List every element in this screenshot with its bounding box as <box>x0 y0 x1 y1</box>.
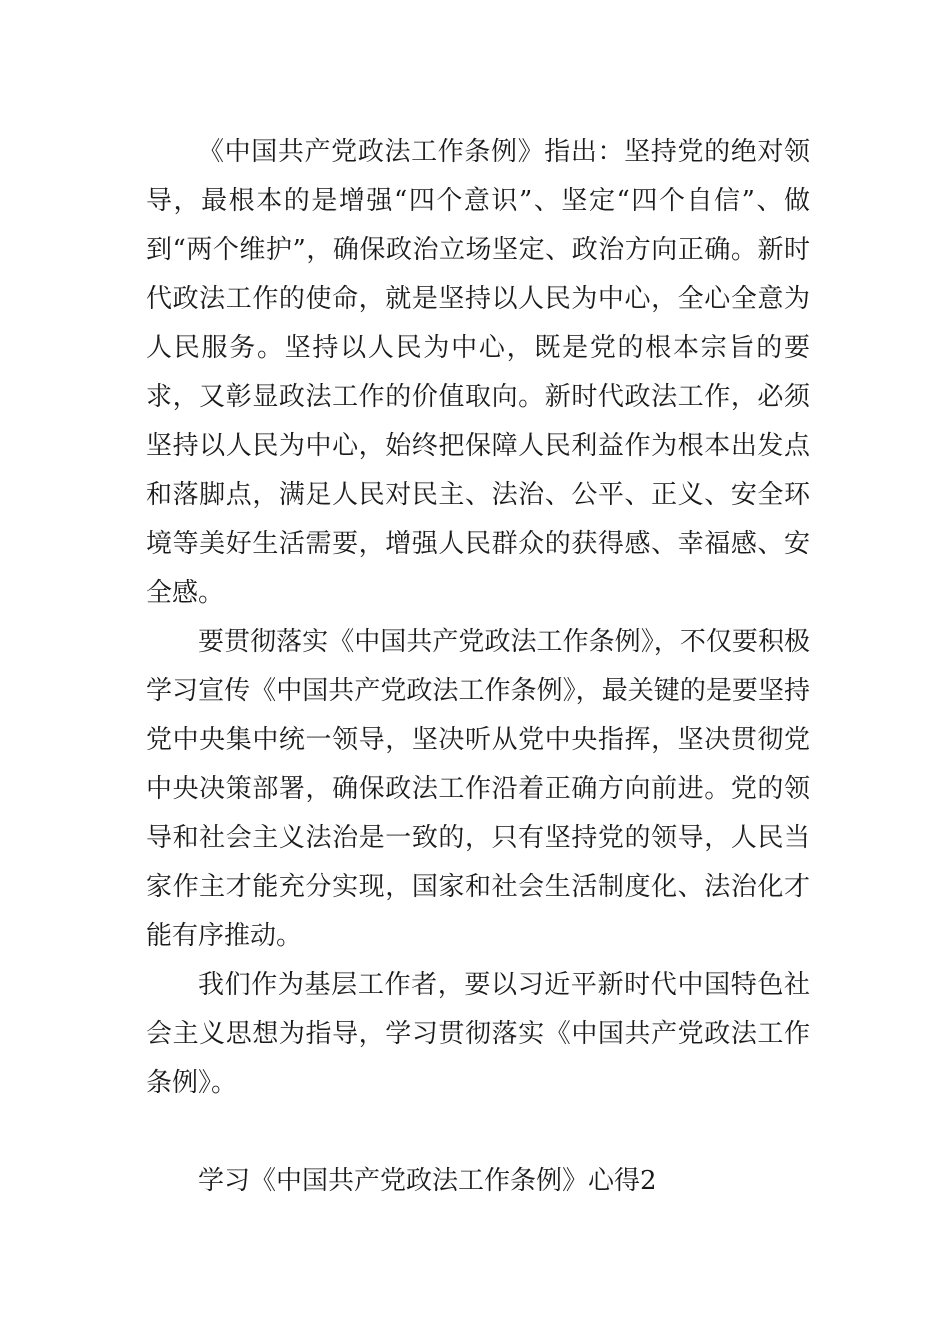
paragraph-1: 《中国共产党政法工作条例》指出：坚持党的绝对领导，最根本的是增强“四个意识”、坚定“四个自信”、做到“两个维护”，确保政治立场坚定、政治方向正确。新时代政法工作的使命，就是坚持以人民为中心，全心全意为人民服务。坚持以人民为中心，既是党的根本宗旨的要求，又彰显政法工作的价值取向。新时代政法工作，必须坚持以人民为中心，始终把保障人民利益作为根本出发点和落脚点，满足人民对民主、法治、公平、正义、安全环境等美好生活需要，增强人民群众的获得感、幸福感、安全感。 <box>146 137 810 608</box>
paragraph-2: 要贯彻落实《中国共产党政法工作条例》，不仅要积极学习宣传《中国共产党政法工作条例》，最关键的是要坚持党中央集中统一领导，坚决听从党中央指挥，坚决贯彻党中央决策部署，确保政法工作沿着正确方向前进。党的领导和社会主义法治是一致的，只有坚持党的领导，人民当家作主才能充分实现，国家和社会生活制度化、法治化才能有序推动。 <box>146 627 810 951</box>
blank-line <box>146 1108 810 1157</box>
paragraph-3: 我们作为基层工作者，要以习近平新时代中国特色社会主义思想为指导，学习贯彻落实《中国共产党政法工作条例》。 <box>146 970 810 1098</box>
section-title: 学习《中国共产党政法工作条例》心得2 <box>198 1166 657 1196</box>
document-body <box>146 128 810 1206</box>
